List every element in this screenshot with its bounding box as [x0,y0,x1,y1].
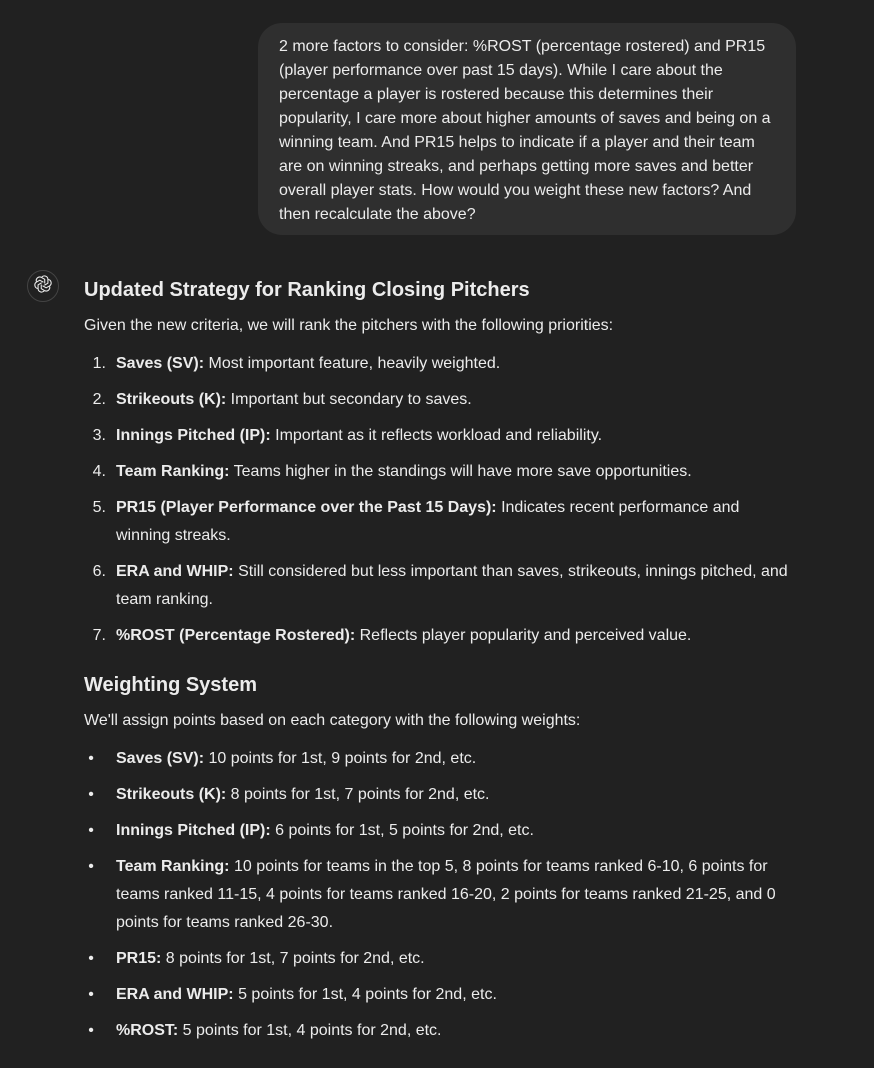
weighting-item [84,981,794,1009]
item-text: 8 points for 1st, 7 points for 2nd, etc. [226,786,490,803]
item-text: 5 points for 1st, 4 points for 2nd, etc. [178,1022,442,1039]
item-text: Teams higher in the standings will have more save opportunities. [229,463,692,480]
priority-item [84,350,794,378]
item-label: Team Ranking: [116,463,230,480]
priority-item [84,422,794,450]
bullet-icon: • [88,750,94,767]
item-text: 8 points for 1st, 7 points for 2nd, etc. [161,950,425,967]
list-number: 4. [92,463,106,480]
section-intro-strategy: Given the new criteria, we will rank the pitchers with the following priorities: [84,317,614,334]
item-text: Indicates recent performance and winning streaks. [116,499,740,544]
item-label: Innings Pitched (IP): [116,822,271,839]
weighting-list [84,745,794,1045]
item-label: PR15 (Player Performance over the Past 15 Days): [116,499,497,516]
section-intro-weighting: We'll assign points based on each category with the following weights: [84,712,581,729]
assistant-avatar [27,270,59,302]
weighting-item [84,1017,794,1045]
list-number: 7. [92,627,106,644]
item-label: PR15: [116,950,162,967]
priority-item [84,622,794,650]
item-label: ERA and WHIP: [116,563,234,580]
bullet-icon: • [88,950,94,967]
item-label: Strikeouts (K): [116,391,227,408]
bullet-icon: • [88,1022,94,1039]
item-text: Reflects player popularity and perceived value. [355,627,692,644]
list-number: 1. [92,355,106,372]
item-text: 10 points for 1st, 9 points for 2nd, etc. [204,750,477,767]
item-text: Important but secondary to saves. [226,391,472,408]
priority-item [84,494,794,550]
user-message-bubble [258,23,796,235]
item-text: Still considered but less important than saves, strikeouts, innings pitched, and team ranking. [116,563,788,608]
bullet-icon: • [88,986,94,1003]
item-text: Important as it reflects workload and reliability. [270,427,603,444]
item-text: 6 points for 1st, 5 points for 2nd, etc. [270,822,534,839]
priority-item [84,386,794,414]
priority-item [84,458,794,486]
item-label: %ROST: [116,1022,179,1039]
item-label: Saves (SV): [116,750,205,767]
section-heading-weighting: Weighting System [84,674,257,696]
bullet-icon: • [88,822,94,839]
user-message-text: 2 more factors to consider: %ROST (percentage rostered) and PR15 (player performance over past 15 days). While I care about the percentage a player is rostered because this determines their popularity, I care more about higher amounts of saves and being on a winning team. And PR15 helps to indicate if a player and their team are on winning streaks, and perhaps getting more saves and better overall player stats. How would you weight these new factors? And then recalculate the above? [279,38,771,223]
item-text: 5 points for 1st, 4 points for 2nd, etc. [233,986,497,1003]
item-label: %ROST (Percentage Rostered): [116,627,356,644]
item-label: Team Ranking: [116,858,230,875]
item-label: Innings Pitched (IP): [116,427,271,444]
weighting-item [84,817,794,845]
item-label: ERA and WHIP: [116,986,234,1003]
item-label: Saves (SV): [116,355,205,372]
item-text: 10 points for teams in the top 5, 8 points for teams ranked 6-10, 6 points for teams ranked 11-15, 4 points for teams ranked 16-20, 2 points for teams ranked 21-25, and 0 points for teams ranked 26-30. [116,858,776,931]
openai-logo-icon [33,274,53,299]
bullet-icon: • [88,858,94,875]
weighting-item [84,745,794,773]
bullet-icon: • [88,786,94,803]
weighting-item [84,781,794,809]
list-number: 2. [92,391,106,408]
list-number: 6. [92,563,106,580]
list-number: 3. [92,427,106,444]
list-number: 5. [92,499,106,516]
item-label: Strikeouts (K): [116,786,227,803]
item-text: Most important feature, heavily weighted. [204,355,501,372]
weighting-item [84,853,794,937]
priority-list [84,350,794,650]
assistant-message [84,276,794,1053]
section-heading-strategy: Updated Strategy for Ranking Closing Pitchers [84,279,530,301]
priority-item [84,558,794,614]
weighting-item [84,945,794,973]
